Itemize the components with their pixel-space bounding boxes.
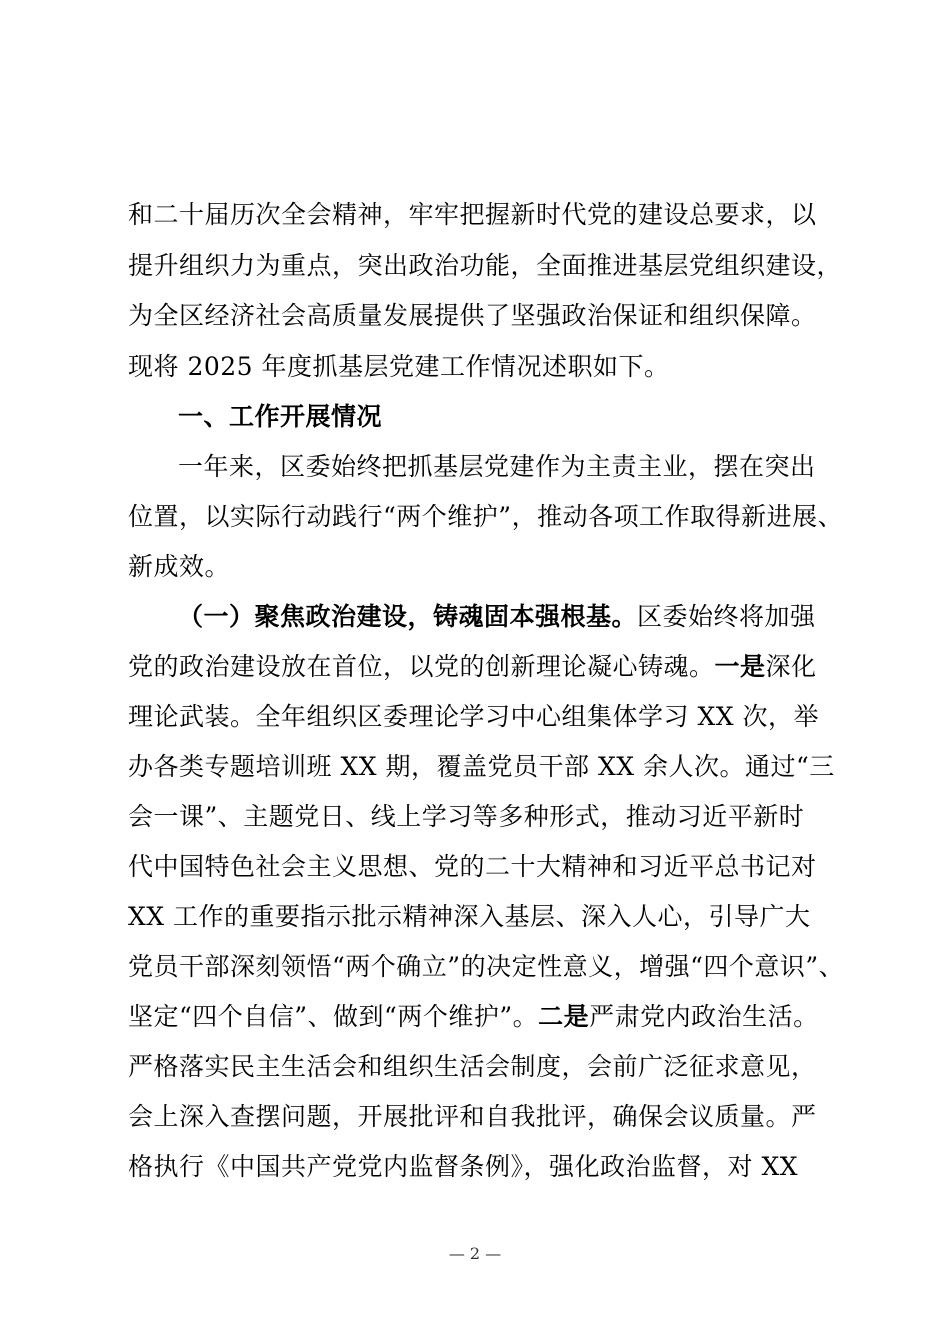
subsection-line-5: 会一课”、主题党日、线上学习等多种形式，推动习近平新时: [128, 802, 805, 831]
para2-line-1: 一年来，区委始终把抓基层党建作为主责主业，摆在突出: [178, 452, 816, 481]
intro-line-1: 和二十届历次全会精神，牢牢把握新时代党的建设总要求，以: [128, 200, 817, 229]
subsection-line-1: [178, 602, 878, 632]
section-heading: 一、工作开展情况: [178, 402, 383, 431]
subsection-line-6: 代中国特色社会主义思想、党的二十大精神和习近平总书记对: [128, 852, 817, 881]
subsection-title: （一）聚焦政治建设，铸魂固本强根基。: [178, 602, 638, 631]
subsection-line-4: 办各类专题培训班 XX 期，覆盖党员干部 XX 余人次。通过“三: [128, 752, 835, 781]
point-one-label: 一是: [714, 652, 766, 681]
page-number: — 2 —: [448, 1244, 502, 1263]
subsection-line-9-a: 坚定“四个自信”、做到“两个维护”。: [128, 1002, 539, 1031]
subsection-line-2-b: 深化: [765, 652, 817, 681]
para2-line-2: 位置，以实际行动践行“两个维护”，推动各项工作取得新进展、: [128, 502, 844, 531]
subsection-line-2: [128, 652, 828, 682]
intro-line-3: 为全区经济社会高质量发展提供了坚强政治保证和组织保障。: [128, 301, 817, 330]
point-two-label: 二是: [538, 1002, 590, 1031]
subsection-line-9-b: 严肃党内政治生活。: [589, 1002, 819, 1031]
subsection-line-2-a: 党的政治建设放在首位，以党的创新理论凝心铸魂。: [128, 652, 715, 681]
subsection-line-12: 格执行《中国共产党党内监督条例》，强化政治监督，对 XX: [128, 1152, 799, 1181]
subsection-line-8: 党员干部深刻领悟“两个确立”的决定性意义，增强“四个意识”、: [128, 952, 845, 981]
subsection-line-1-rest: 区委始终将加强: [637, 602, 816, 631]
subsection-line-11: 会上深入查摆问题，开展批评和自我批评，确保会议质量。严: [128, 1102, 817, 1131]
subsection-line-7: XX 工作的重要指示批示精神深入基层、深入人心，引导广大: [128, 902, 811, 931]
intro-line-4: 现将 2025 年度抓基层党建工作情况述职如下。: [128, 352, 670, 381]
subsection-line-9: [128, 1002, 828, 1032]
para2-line-3: 新成效。: [128, 552, 231, 581]
subsection-line-3: 理论武装。全年组织区委理论学习中心组集体学习 XX 次，举: [128, 702, 819, 731]
intro-line-2: 提升组织力为重点，突出政治功能，全面推进基层党组织建设，: [128, 251, 843, 280]
subsection-line-10: 严格落实民主生活会和组织生活会制度，会前广泛征求意见，: [128, 1052, 817, 1081]
